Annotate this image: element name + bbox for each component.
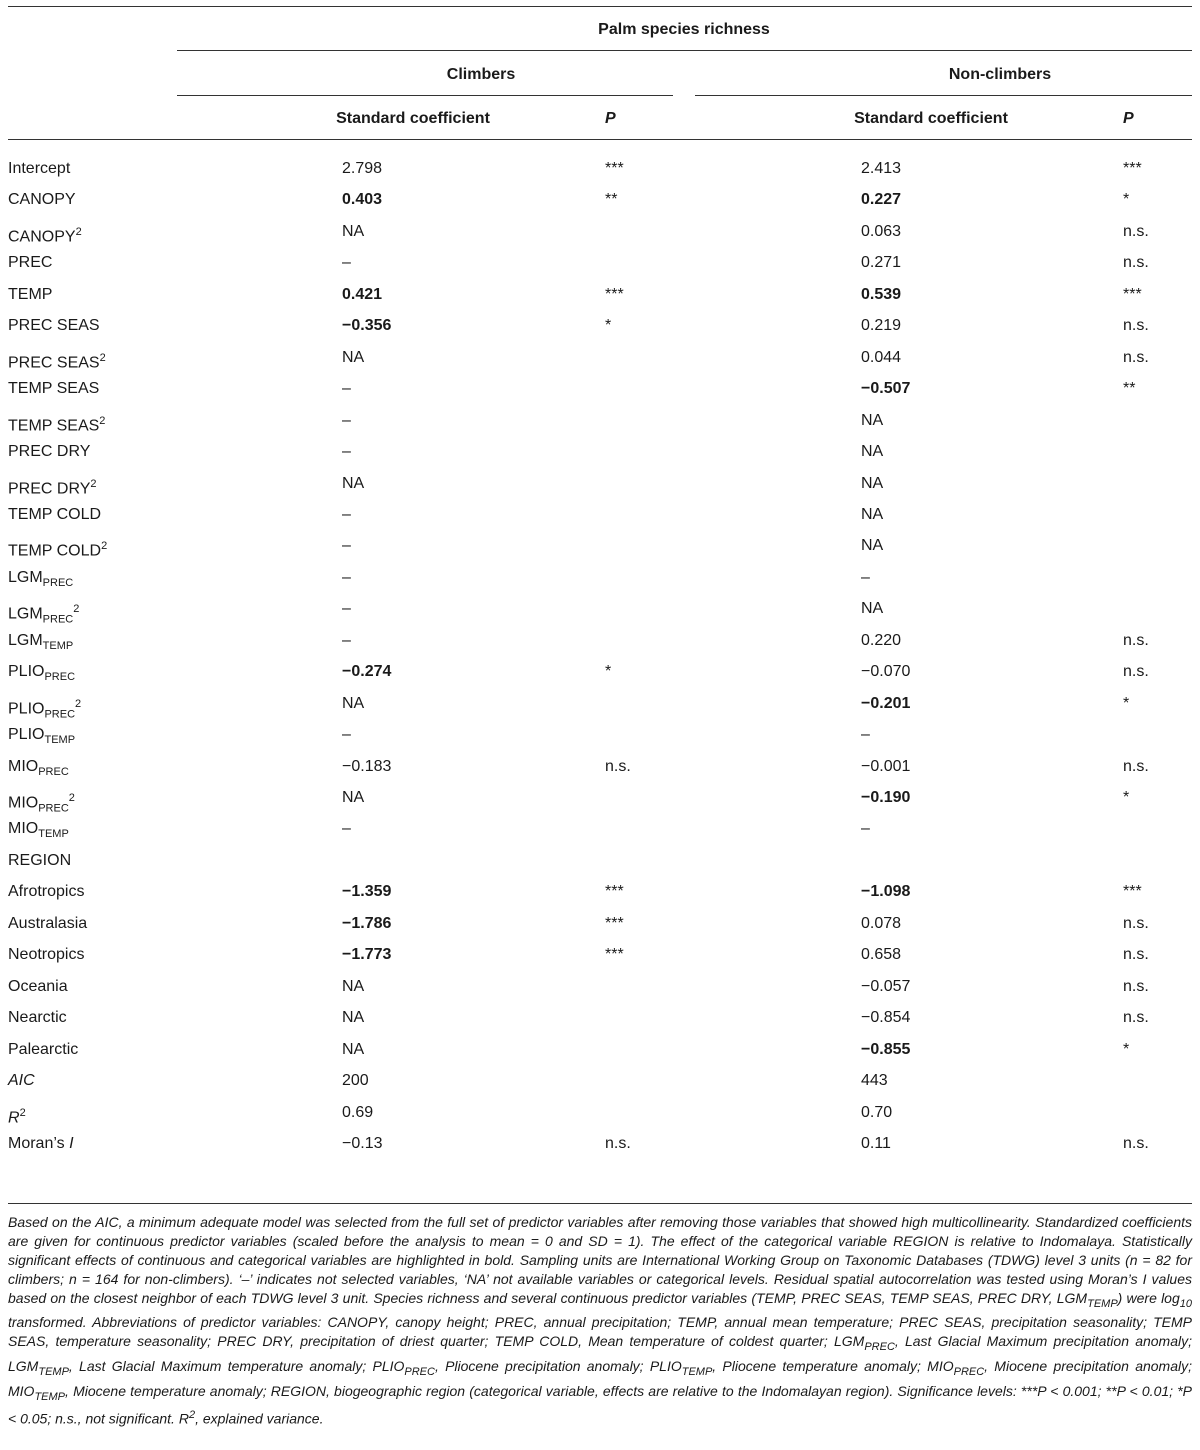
- nonclimbers-coefficient: –: [861, 726, 870, 744]
- climbers-coefficient: –: [342, 568, 351, 586]
- climbers-coefficient: –: [342, 631, 351, 649]
- climbers-coefficient: –: [342, 820, 351, 838]
- climbers-coef-header: Standard coefficient: [336, 110, 490, 127]
- climbers-header: Climbers: [446, 66, 516, 83]
- nonclimbers-coefficient: NA: [861, 411, 884, 429]
- row-label-superscript: 2: [75, 697, 82, 710]
- table-row: [0, 348, 1200, 379]
- nonclimbers-p-value: n.s.: [1123, 631, 1149, 649]
- row-label-text: REGION: [8, 851, 72, 869]
- row-label: [8, 474, 97, 499]
- climbers-rule: [177, 95, 673, 96]
- table-row: [0, 694, 1200, 725]
- row-label-text: Nearctic: [8, 1009, 67, 1027]
- footnote-text: transformed. Abbreviations of predictor variables: CANOPY, canopy height; PREC, annual precipitation; TEMP, annual mean temperature; PREC SEAS, precipitation seasonality; TEMP SEAS, temperature seasonality; PREC DRY, precipitation of driest quarter; TEMP COLD, Mean temperature of coldest quarter; LGM: [8, 1314, 1192, 1350]
- nonclimbers-coefficient: −0.855: [861, 1040, 911, 1058]
- row-label-text: Australasia: [8, 914, 88, 932]
- climbers-p-value: ***: [605, 285, 624, 303]
- nonclimbers-p-value: *: [1123, 694, 1130, 712]
- nonclimbers-coefficient: NA: [861, 443, 884, 461]
- nonclimbers-p-value: n.s.: [1123, 663, 1149, 681]
- row-label: [8, 819, 69, 844]
- row-label-superscript: 2: [99, 351, 106, 364]
- row-label: [8, 1071, 35, 1091]
- table-row: [0, 536, 1200, 567]
- row-label-text: PLIO: [8, 726, 45, 744]
- table-row: [0, 568, 1200, 599]
- nonclimbers-p-value: *: [1123, 191, 1130, 209]
- nonclimbers-coefficient: −1.098: [861, 883, 911, 901]
- table-row: [0, 914, 1200, 945]
- row-label-text: PREC DRY: [8, 443, 91, 461]
- row-label-text: Moran’s: [8, 1134, 70, 1152]
- footnote-sub: TEMP: [38, 1365, 69, 1378]
- climbers-coefficient: 0.403: [342, 191, 383, 209]
- climbers-p-value: **: [605, 191, 618, 209]
- row-label: [8, 411, 105, 436]
- table-footnote: [8, 1213, 1192, 1429]
- row-label: [8, 882, 84, 902]
- nonclimbers-coefficient: −0.507: [861, 380, 911, 398]
- nonclimbers-coef-header: Standard coefficient: [854, 110, 1008, 127]
- footnote-text: , Miocene temperature anomaly; REGION, biogeographic region (categorical variable, effects are relative to the Indomalayan region). Significance levels: ***P < 0.001; **P < 0.01; *P < 0.05; n.s., not significant. R: [8, 1382, 1192, 1427]
- table-bottom-rule: [8, 1203, 1192, 1204]
- row-label-subscript: PREC: [38, 802, 69, 815]
- nonclimbers-p-value: ***: [1123, 160, 1142, 177]
- table-row: [0, 505, 1200, 536]
- climbers-coefficient: −0.13: [342, 1134, 383, 1152]
- nonclimbers-coefficient: 0.063: [861, 222, 902, 240]
- climbers-p-value: n.s.: [605, 1134, 631, 1152]
- table-row: [0, 977, 1200, 1008]
- climbers-coefficient: 0.69: [342, 1103, 374, 1121]
- climbers-coefficient: 0.421: [342, 285, 383, 303]
- climbers-coefficient: –: [342, 411, 351, 429]
- climbers-coefficient: –: [342, 537, 351, 555]
- table-row: [0, 442, 1200, 473]
- row-label-text: MIO: [8, 794, 39, 812]
- climbers-coefficient: –: [342, 505, 351, 523]
- table-row: [0, 882, 1200, 913]
- row-label-superscript: 2: [68, 792, 75, 804]
- climbers-p-value: n.s.: [605, 757, 631, 775]
- table-row: [0, 1134, 1200, 1165]
- row-label: [8, 379, 99, 399]
- climbers-p-value: *: [605, 663, 612, 681]
- climbers-coefficient: –: [342, 380, 351, 398]
- climbers-p-value: ***: [605, 914, 624, 932]
- table-row: [0, 725, 1200, 756]
- row-label: [8, 285, 52, 305]
- row-label-subscript: TEMP: [38, 828, 69, 841]
- nonclimbers-coefficient: 443: [861, 1072, 888, 1090]
- climbers-coefficient: –: [342, 254, 351, 272]
- climbers-p-value: ***: [605, 946, 624, 964]
- nonclimbers-coefficient: –: [861, 568, 870, 586]
- climbers-coefficient: NA: [342, 474, 365, 492]
- nonclimbers-coefficient: 0.658: [861, 946, 902, 964]
- nonclimbers-p-value: n.s.: [1123, 757, 1149, 775]
- nonclimbers-coefficient: –: [861, 820, 870, 838]
- row-label: [8, 316, 100, 336]
- climbers-coefficient: –: [342, 600, 351, 618]
- row-label-text: Palearctic: [8, 1040, 79, 1058]
- row-label-text: LGM: [8, 631, 43, 649]
- row-label-text: Oceania: [8, 977, 68, 995]
- nonclimbers-p-value: n.s.: [1123, 914, 1149, 932]
- nonclimbers-p-value: ***: [1123, 883, 1142, 901]
- footnote-sub: 10: [1179, 1297, 1193, 1310]
- row-label: [8, 442, 90, 462]
- climbers-coefficient: –: [342, 726, 351, 744]
- nonclimbers-coefficient: 0.044: [861, 348, 902, 366]
- climbers-coefficient: NA: [342, 1009, 365, 1027]
- nonclimbers-coefficient: −0.001: [861, 757, 911, 775]
- nonclimbers-p-value: n.s.: [1123, 946, 1149, 964]
- nonclimbers-p-value: n.s.: [1123, 1009, 1149, 1027]
- row-label: [8, 757, 69, 782]
- row-label-subscript: PREC: [38, 765, 69, 778]
- climbers-coefficient: NA: [342, 222, 365, 240]
- row-label: [8, 568, 73, 593]
- climbers-coefficient: −0.274: [342, 663, 392, 681]
- table-top-rule: [8, 6, 1192, 7]
- footnote-text: , Miocene precipitation anomaly; MIO: [8, 1357, 1193, 1399]
- nonclimbers-p-value: ***: [1123, 285, 1142, 303]
- nonclimbers-coefficient: −0.201: [861, 694, 911, 712]
- table-row: [0, 599, 1200, 630]
- row-label-text: PREC DRY: [8, 479, 91, 497]
- climbers-coefficient: NA: [342, 789, 365, 806]
- nonclimbers-p-value: n.s.: [1123, 317, 1149, 335]
- row-label: [8, 348, 106, 373]
- climbers-coefficient: −1.359: [342, 883, 392, 901]
- row-label: [8, 631, 73, 656]
- footnote-text: , Pliocene temperature anomaly; MIO: [712, 1357, 954, 1374]
- nonclimbers-p-header: P: [1123, 110, 1134, 127]
- table-row: [0, 1008, 1200, 1039]
- row-label-text: CANOPY: [8, 191, 76, 209]
- nonclimbers-p-value: n.s.: [1123, 254, 1149, 272]
- footnote-sub: PREC: [864, 1341, 895, 1354]
- nonclimbers-coefficient: −0.190: [861, 789, 911, 806]
- nonclimbers-p-value: *: [1123, 1040, 1130, 1058]
- row-label: [8, 977, 68, 997]
- row-label-text: MIO: [8, 820, 39, 838]
- climbers-coefficient: 2.798: [342, 160, 383, 177]
- row-label-superscript: 2: [90, 477, 97, 490]
- row-label-italic: I: [69, 1134, 74, 1152]
- row-label: [8, 1134, 74, 1154]
- nonclimbers-coefficient: 0.220: [861, 631, 902, 649]
- row-label: [8, 190, 76, 210]
- row-label-superscript: 2: [73, 603, 80, 616]
- row-label: [8, 1008, 67, 1028]
- footnote-text: , Last Glacial Maximum precipitation anomaly; LGM: [8, 1333, 1192, 1374]
- row-label-text: TEMP COLD: [8, 542, 102, 560]
- row-label-text: TEMP SEAS: [8, 380, 100, 398]
- row-label-text: Neotropics: [8, 946, 85, 964]
- table-row: [0, 285, 1200, 316]
- row-label: [8, 1040, 78, 1060]
- table-row: [0, 411, 1200, 442]
- row-label-subscript: PREC: [42, 613, 74, 626]
- table-row: [0, 819, 1200, 850]
- nonclimbers-p-value: n.s.: [1123, 348, 1149, 366]
- footnote-text: , explained variance.: [195, 1411, 324, 1427]
- climbers-coefficient: 200: [342, 1072, 369, 1090]
- climbers-p-value: ***: [605, 883, 624, 901]
- row-label-subscript: PREC: [42, 577, 74, 590]
- table-row: [0, 1040, 1200, 1071]
- row-label-subscript: TEMP: [42, 639, 74, 652]
- climbers-p-header: P: [605, 110, 616, 127]
- nonclimbers-coefficient: 0.227: [861, 191, 902, 209]
- table-row: [0, 253, 1200, 284]
- nonclimbers-p-value: *: [1123, 789, 1130, 806]
- nonclimbers-coefficient: NA: [861, 537, 884, 555]
- footnote-sub: TEMP: [1087, 1297, 1118, 1310]
- nonclimbers-coefficient: 0.078: [861, 914, 902, 932]
- row-label-superscript: 2: [101, 540, 108, 553]
- climbers-coefficient: NA: [342, 977, 365, 995]
- table-row: [0, 316, 1200, 347]
- header-bottom-rule: [8, 139, 1192, 140]
- row-label-text: PLIO: [8, 663, 45, 681]
- nonclimbers-coefficient: NA: [861, 474, 884, 492]
- row-label-text: LGM: [8, 568, 43, 586]
- nonclimbers-coefficient: NA: [861, 505, 884, 523]
- spanner-header: Palm species richness: [598, 21, 770, 38]
- row-label: [8, 222, 82, 247]
- row-label-text: AIC: [8, 1072, 35, 1090]
- table-row: [0, 631, 1200, 662]
- nonclimbers-coefficient: NA: [861, 600, 884, 618]
- climbers-coefficient: −0.183: [342, 757, 392, 775]
- row-label-text: LGM: [8, 605, 43, 623]
- climbers-coefficient: NA: [342, 348, 365, 366]
- row-label-subscript: PREC: [44, 671, 76, 684]
- footnote-sub: TEMP: [681, 1365, 713, 1378]
- footnote-sub: TEMP: [34, 1390, 66, 1403]
- table-row: [0, 1071, 1200, 1102]
- footnote-sub: PREC: [404, 1365, 435, 1378]
- row-label-text: Intercept: [8, 160, 71, 177]
- row-label: [8, 253, 52, 273]
- row-label-text: Afrotropics: [8, 883, 85, 901]
- nonclimbers-rule: [695, 95, 1192, 96]
- row-label: [8, 694, 81, 725]
- footnote-text: Based on the AIC, a minimum adequate model was selected from the full set of predictor variables after removing those variables that showed high multicollinearity. Standardized coefficients are given for continuous predictor variables (scaled before the analysis to mean = 0 and SD = 1). The effect of the categorical variable REGION is relative to Indomalaya. Statistically significant effects of continuous and categorical variables are highlighted in bold. Sampling units are International Working Group on Taxonomic Databases (TDWG) level 3 units (n = 82 for climbers; n = 164 for non-climbers). ‘–’ indicates not selected variables, ‘NA’ not available variables or categorical levels. Residual spatial autocorrelation was tested using Moran’s I values based on the closest neighbor of each TDWG level 3 unit. Species richness and several continuous predictor variables (TEMP, PREC SEAS, TEMP SEAS, PREC DRY, LGM: [8, 1214, 1192, 1306]
- footnote-text: , Last Glacial Maximum temperature anomaly; PLIO: [68, 1357, 405, 1374]
- climbers-coefficient: –: [342, 443, 351, 461]
- table-row: [0, 757, 1200, 788]
- nonclimbers-coefficient: 0.539: [861, 285, 902, 303]
- nonclimbers-p-value: n.s.: [1123, 222, 1149, 240]
- row-label-superscript: 2: [99, 414, 106, 427]
- row-label-superscript: 2: [19, 1106, 26, 1119]
- nonclimbers-coefficient: −0.057: [861, 977, 911, 995]
- row-label: [8, 788, 75, 819]
- table-row: [0, 379, 1200, 410]
- footnote-text: , Pliocene precipitation anomaly; PLIO: [434, 1357, 682, 1374]
- row-label-text: PREC SEAS: [8, 317, 100, 335]
- table-row: [0, 1103, 1200, 1134]
- climbers-coefficient: −1.786: [342, 914, 392, 932]
- row-label: [8, 599, 79, 630]
- row-label-text: PLIO: [8, 699, 45, 717]
- row-label-text: PREC SEAS: [8, 354, 100, 372]
- nonclimbers-coefficient: −0.070: [861, 663, 911, 681]
- nonclimbers-coefficient: −0.854: [861, 1009, 911, 1027]
- row-label: [8, 1103, 26, 1128]
- row-label-superscript: 2: [75, 225, 82, 238]
- footnote-sup: 2: [188, 1409, 196, 1422]
- row-label: [8, 725, 75, 750]
- climbers-p-value: *: [605, 317, 612, 335]
- table-row: [0, 159, 1200, 190]
- spanner-rule: [177, 50, 1192, 51]
- row-label-subscript: TEMP: [44, 734, 76, 747]
- nonclimbers-coefficient: 0.271: [861, 254, 902, 272]
- nonclimbers-p-value: **: [1123, 380, 1136, 398]
- table-row: [0, 662, 1200, 693]
- row-label-text: TEMP COLD: [8, 505, 102, 523]
- row-label-text: MIO: [8, 757, 39, 775]
- footnote-sub: PREC: [953, 1365, 985, 1378]
- row-label: [8, 945, 84, 965]
- row-label: [8, 159, 70, 179]
- nonclimbers-coefficient: 0.219: [861, 317, 902, 335]
- table-row: [0, 474, 1200, 505]
- table-row: [0, 190, 1200, 221]
- row-label: [8, 914, 87, 934]
- row-label: [8, 536, 107, 561]
- nonclimbers-coefficient: 0.11: [861, 1134, 891, 1152]
- nonclimbers-coefficient: 2.413: [861, 160, 902, 177]
- row-label-text: PREC: [8, 254, 53, 272]
- climbers-coefficient: −0.356: [342, 317, 392, 335]
- climbers-coefficient: NA: [342, 1040, 365, 1058]
- row-label-text: CANOPY: [8, 228, 76, 246]
- row-label: [8, 662, 75, 687]
- nonclimbers-coefficient: 0.70: [861, 1103, 893, 1121]
- row-label-text: R: [8, 1108, 20, 1126]
- table-row: [0, 851, 1200, 882]
- nonclimbers-p-value: n.s.: [1123, 977, 1149, 995]
- climbers-coefficient: −1.773: [342, 946, 392, 964]
- row-label: [8, 851, 71, 871]
- row-label-subscript: PREC: [44, 708, 76, 721]
- row-label: [8, 505, 101, 525]
- row-label-text: TEMP: [8, 285, 53, 303]
- row-label-text: TEMP SEAS: [8, 416, 100, 434]
- nonclimbers-header: Non-climbers: [948, 66, 1052, 83]
- table-row: [0, 222, 1200, 253]
- footnote-text: ) were log: [1117, 1289, 1180, 1306]
- climbers-coefficient: NA: [342, 694, 365, 712]
- table-row: [0, 945, 1200, 976]
- table-row: [0, 788, 1200, 819]
- climbers-p-value: ***: [605, 160, 624, 177]
- nonclimbers-p-value: n.s.: [1123, 1134, 1149, 1152]
